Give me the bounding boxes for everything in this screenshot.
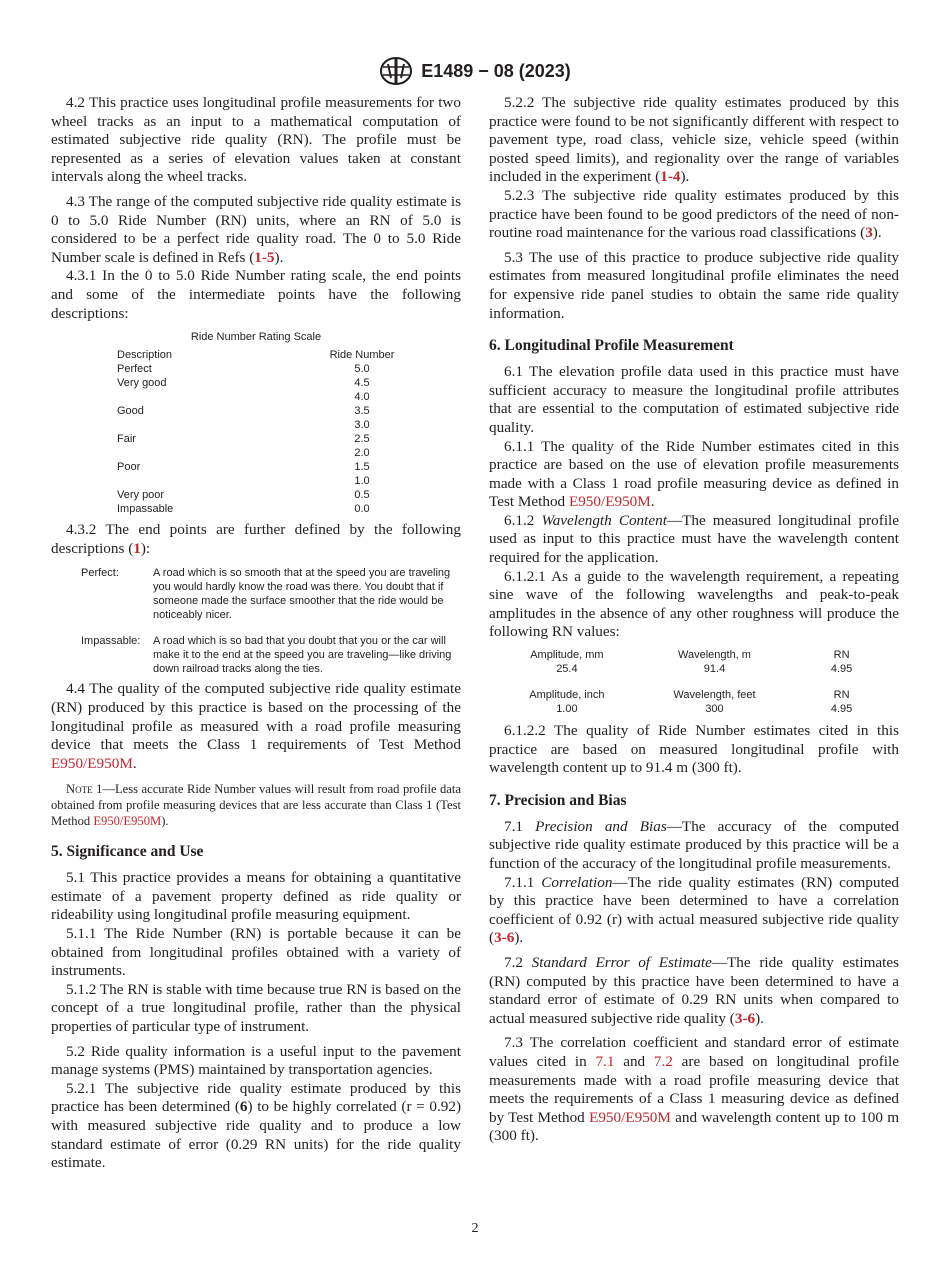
table-row: 1.0	[354, 475, 370, 488]
ref-link[interactable]: 7.1	[595, 1052, 615, 1070]
para-5-1-2: 5.1.2 The RN is stable with time because true RN is based on the concept of a true longitudinal profile, rather than the physical properties of particular type of instrument.	[51, 980, 461, 1036]
table-header-row	[117, 349, 407, 363]
para-4-3-1: 4.3.1 In the 0 to 5.0 Ride Number rating scale, the end points and some of the intermediate points have the following descriptions:	[51, 267, 461, 322]
table-header-cell: Description	[117, 349, 173, 362]
ref-link[interactable]: E950/E950M	[93, 814, 162, 829]
ref-link[interactable]: 3-6	[494, 929, 515, 947]
table-row: Fair 2.5	[117, 433, 370, 446]
table-row: Perfect 5.0	[117, 363, 370, 376]
table-row: 1.00 300 4.95	[556, 703, 853, 716]
para-7-3: 7.3 The correlation coefficient and standard error of estimate values cited in 7.1 and 7.2 are based on longitudinal profile measurements made with a road profile measuring device that meets the requirements of a Class 1 measuring device as defined by Test Method E950/E950M and wavelength content up to 100 m (300 ft).	[489, 1034, 900, 1145]
wavelength-table	[489, 648, 899, 716]
table-row: Impassable 0.0	[117, 503, 370, 516]
standard-title: E1489 − 08 (2023)	[421, 60, 571, 81]
para-7-2: 7.2 Standard Error of Estimate—The ride quality estimates (RN) computed by this practice have been determined to have a standard error of estimate of 0.29 RN units when compared to actual measured subjective ride quality (3-6).	[489, 953, 899, 1027]
ref-link[interactable]: 6	[239, 1098, 248, 1116]
ref-link[interactable]: E950/E950M	[51, 754, 133, 772]
section-7-heading: 7. Precision and Bias	[489, 791, 627, 809]
table-row: Very poor 0.5	[117, 489, 370, 502]
para-4-3: 4.3 The range of the computed subjective ride quality estimate is 0 to 5.0 Ride Number (RN) units, where an RN of 5.0 is considered to be a perfect ride quality road. The 0 to 5.0 Ride Number scale is defined in Refs (1-5).	[51, 192, 461, 266]
page-header	[0, 56, 950, 91]
rn-table-title: Ride Number Rating Scale	[190, 331, 322, 344]
ref-link[interactable]: E950/E950M	[568, 493, 651, 511]
table-row: Poor 1.5	[117, 461, 370, 474]
para-5-2-1: 5.2.1 The subjective ride quality estimate produced by this practice has been determined (6) to be highly correlated (r = 0.92) with measured subjective ride quality and to produce a low standard estimate of error (0.29 RN units) for the ride quality estimate.	[51, 1079, 462, 1172]
section-5-heading: 5. Significance and Use	[51, 843, 204, 861]
para-6-1-1: 6.1.1 The quality of the Ride Number estimates cited in this practice are based on the use of elevation profile measurements made with a Class 1 road profile measuring device as defined in Test Method E950/E950M.	[489, 437, 899, 511]
para-4-3-2: 4.3.2 The end points are further defined by the following descriptions (1):	[51, 521, 461, 557]
table-row: Very good 4.5	[117, 377, 370, 390]
page-number: 2	[471, 1221, 479, 1236]
table-header-row: Amplitude, inch Wavelength, feet RN	[529, 689, 850, 702]
table-row: 4.0	[354, 391, 370, 404]
definition-perfect: Perfect: A road which is so smooth that at the speed you are traveling you would hardly know the road was there. You doubt that if someone made the surface smoother that the ride would be noticeably nicer.	[81, 567, 451, 622]
para-5-2-3: 5.2.3 The subjective ride quality estimates produced by this practice have been found to be good predictors of the need of non-routine road maintenance for the various road classifications (3).	[489, 186, 899, 242]
para-7-1-1: 7.1.1 Correlation—The ride quality estimates (RN) computed by this practice have been determined to have a correlation coefficient of 0.92 (r) with actual measured subjective ride quality (3-6).	[489, 873, 899, 947]
para-5-2-2: 5.2.2 The subjective ride quality estimates produced by this practice were found to be not significantly different with respect to pavement type, road class, vehicle size, vehicle speed (within posted speed limits), and regionality over the range of variables included in the experiment (1-4).	[489, 94, 899, 186]
table-header-row: Amplitude, mm Wavelength, m RN	[530, 649, 850, 662]
ref-link[interactable]: 3-6	[734, 1009, 756, 1027]
para-4-4: 4.4 The quality of the computed subjective ride quality estimate (RN) produced by this practice is based on the processing of the longitudinal profile as measured with a road profile measuring device that meets the Class 1 requirements of Test Method E950/E950M.	[51, 680, 461, 772]
ref-link[interactable]: 1-4	[660, 168, 681, 186]
left-column	[51, 94, 461, 1173]
ref-link[interactable]: E950/E950M	[589, 1108, 671, 1126]
table-row: 25.4 91.4 4.95	[556, 663, 853, 676]
right-column	[489, 94, 899, 1146]
para-6-1-2-1: 6.1.2.1 As a guide to the wavelength requirement, a repeating sine wave of the following wavelengths and peak-to-peak amplitudes in the absence of any other roughness will produce the following RN values:	[489, 567, 899, 641]
para-5-3: 5.3 The use of this practice to produce subjective ride quality estimates from measured longitudinal profile eliminates the need for expensive ride panel studies to obtain the same ride quality information.	[489, 248, 899, 322]
astm-logo-icon	[379, 56, 413, 86]
para-6-1-2: 6.1.2 Wavelength Content—The measured longitudinal profile used as input to this practice must have the wavelength content required for the application.	[489, 511, 900, 567]
ref-link[interactable]: 3	[865, 224, 873, 242]
para-5-2: 5.2 Ride quality information is a useful input to the pavement manage systems (PMS) maintained by transportation agencies.	[51, 1042, 461, 1079]
para-4-2: 4.2 This practice uses longitudinal profile measurements for two wheel tracks as an input to a mathematical computation of estimated subjective ride quality (RN). The profile must be represented as a series of elevation values taken at constant intervals along the wheel tracks.	[51, 94, 461, 186]
ref-link[interactable]: 7.2	[653, 1052, 673, 1070]
definition-list	[81, 566, 461, 676]
table-header-cell: Ride Number	[329, 349, 395, 362]
para-5-1-1: 5.1.1 The Ride Number (RN) is portable because it can be obtained from longitudinal profiles obtained with a variety of instruments.	[51, 925, 461, 980]
section-6-heading: 6. Longitudinal Profile Measurement	[489, 337, 734, 355]
note-1: Note 1—Less accurate Ride Number values will result from road profile data obtained from profile measuring devices that are less accurate than Class 1 (Test Method E950/E950M).	[51, 782, 461, 829]
para-6-1-2-2: 6.1.2.2 The quality of Ride Number estimates cited in this practice are based on measured longitudinal profile with wavelength content up to 91.4 m (300 ft).	[489, 722, 899, 777]
ref-link[interactable]: 1-5	[254, 248, 275, 266]
para-7-1: 7.1 Precision and Bias—The accuracy of the computed subjective ride quality estimate produced by this practice will be a function of the accuracy of the longitudinal profile measurements.	[489, 817, 899, 872]
ref-link[interactable]: 1	[133, 539, 141, 557]
para-6-1: 6.1 The elevation profile data used in this practice must have sufficient accuracy to measure the longitudinal profile attributes that are essential to the computation of estimated subjective ride quality.	[489, 363, 899, 436]
definition-impassable: Impassable: A road which is so bad that you doubt that you or the car will make it to the end at the speed you are traveling—like driving down railroad tracks along the ties.	[81, 635, 452, 676]
para-5-1: 5.1 This practice provides a means for obtaining a quantitative estimate of a pavement property defined as ride quality or rideability using longitudinal profile measuring equipment.	[51, 869, 461, 924]
table-row: 2.0	[354, 447, 370, 460]
table-row: 3.0	[354, 419, 370, 432]
table-row: Good 3.5	[117, 405, 370, 418]
ride-number-table	[117, 349, 407, 517]
